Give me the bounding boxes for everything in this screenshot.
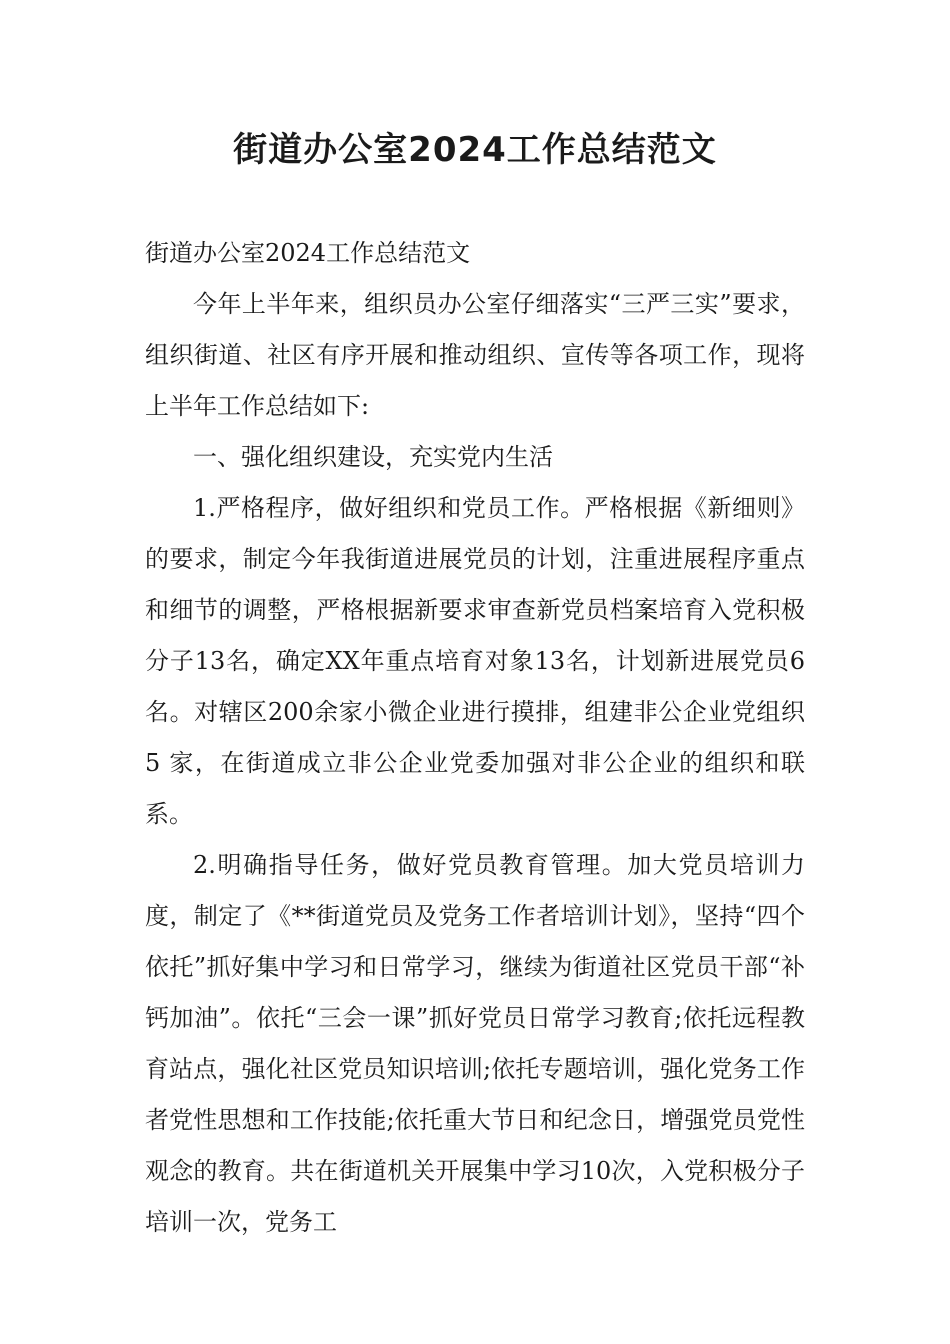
- paragraph-item-2: 2.明确指导任务，做好党员教育管理。加大党员培训力度，制定了《**街道党员及党务工作者培训计划》，坚持“四个依托”抓好集中学习和日常学习，继续为街道社区党员干部“补钙加油”。依托“三会一课”抓好党员日常学习教育;依托远程教育站点，强化社区党员知识培训;依托专题培训，强化党务工作者党性思想和工作技能;依托重大节日和纪念日，增强党员党性观念的教育。共在街道机关开展集中学习10次，入党积极分子培训一次，党务工: [145, 851, 805, 1236]
- document-title: 街道办公室2024工作总结范文: [233, 130, 717, 170]
- paragraph-intro: 今年上半年来，组织员办公室仔细落实“三严三实”要求，组织街道、社区有序开展和推动组织、宣传等各项工作，现将上半年工作总结如下:: [145, 290, 805, 420]
- document-subtitle: 街道办公室2024工作总结范文: [145, 239, 471, 267]
- document-body: [145, 228, 805, 1248]
- paragraph-item-1: 1.严格程序，做好组织和党员工作。严格根据《新细则》的要求，制定今年我街道进展党员的计划，注重进展程序重点和细节的调整，严格根据新要求审查新党员档案培育入党积极分子13名，确定XX年重点培育对象13名，计划新进展党员6名。对辖区200余家小微企业进行摸排，组建非公企业党组织5 家，在街道成立非公企业党委加强对非公企业的组织和联系。: [145, 494, 805, 828]
- section-heading-1: 一、强化组织建设，充实党内生活: [193, 443, 553, 471]
